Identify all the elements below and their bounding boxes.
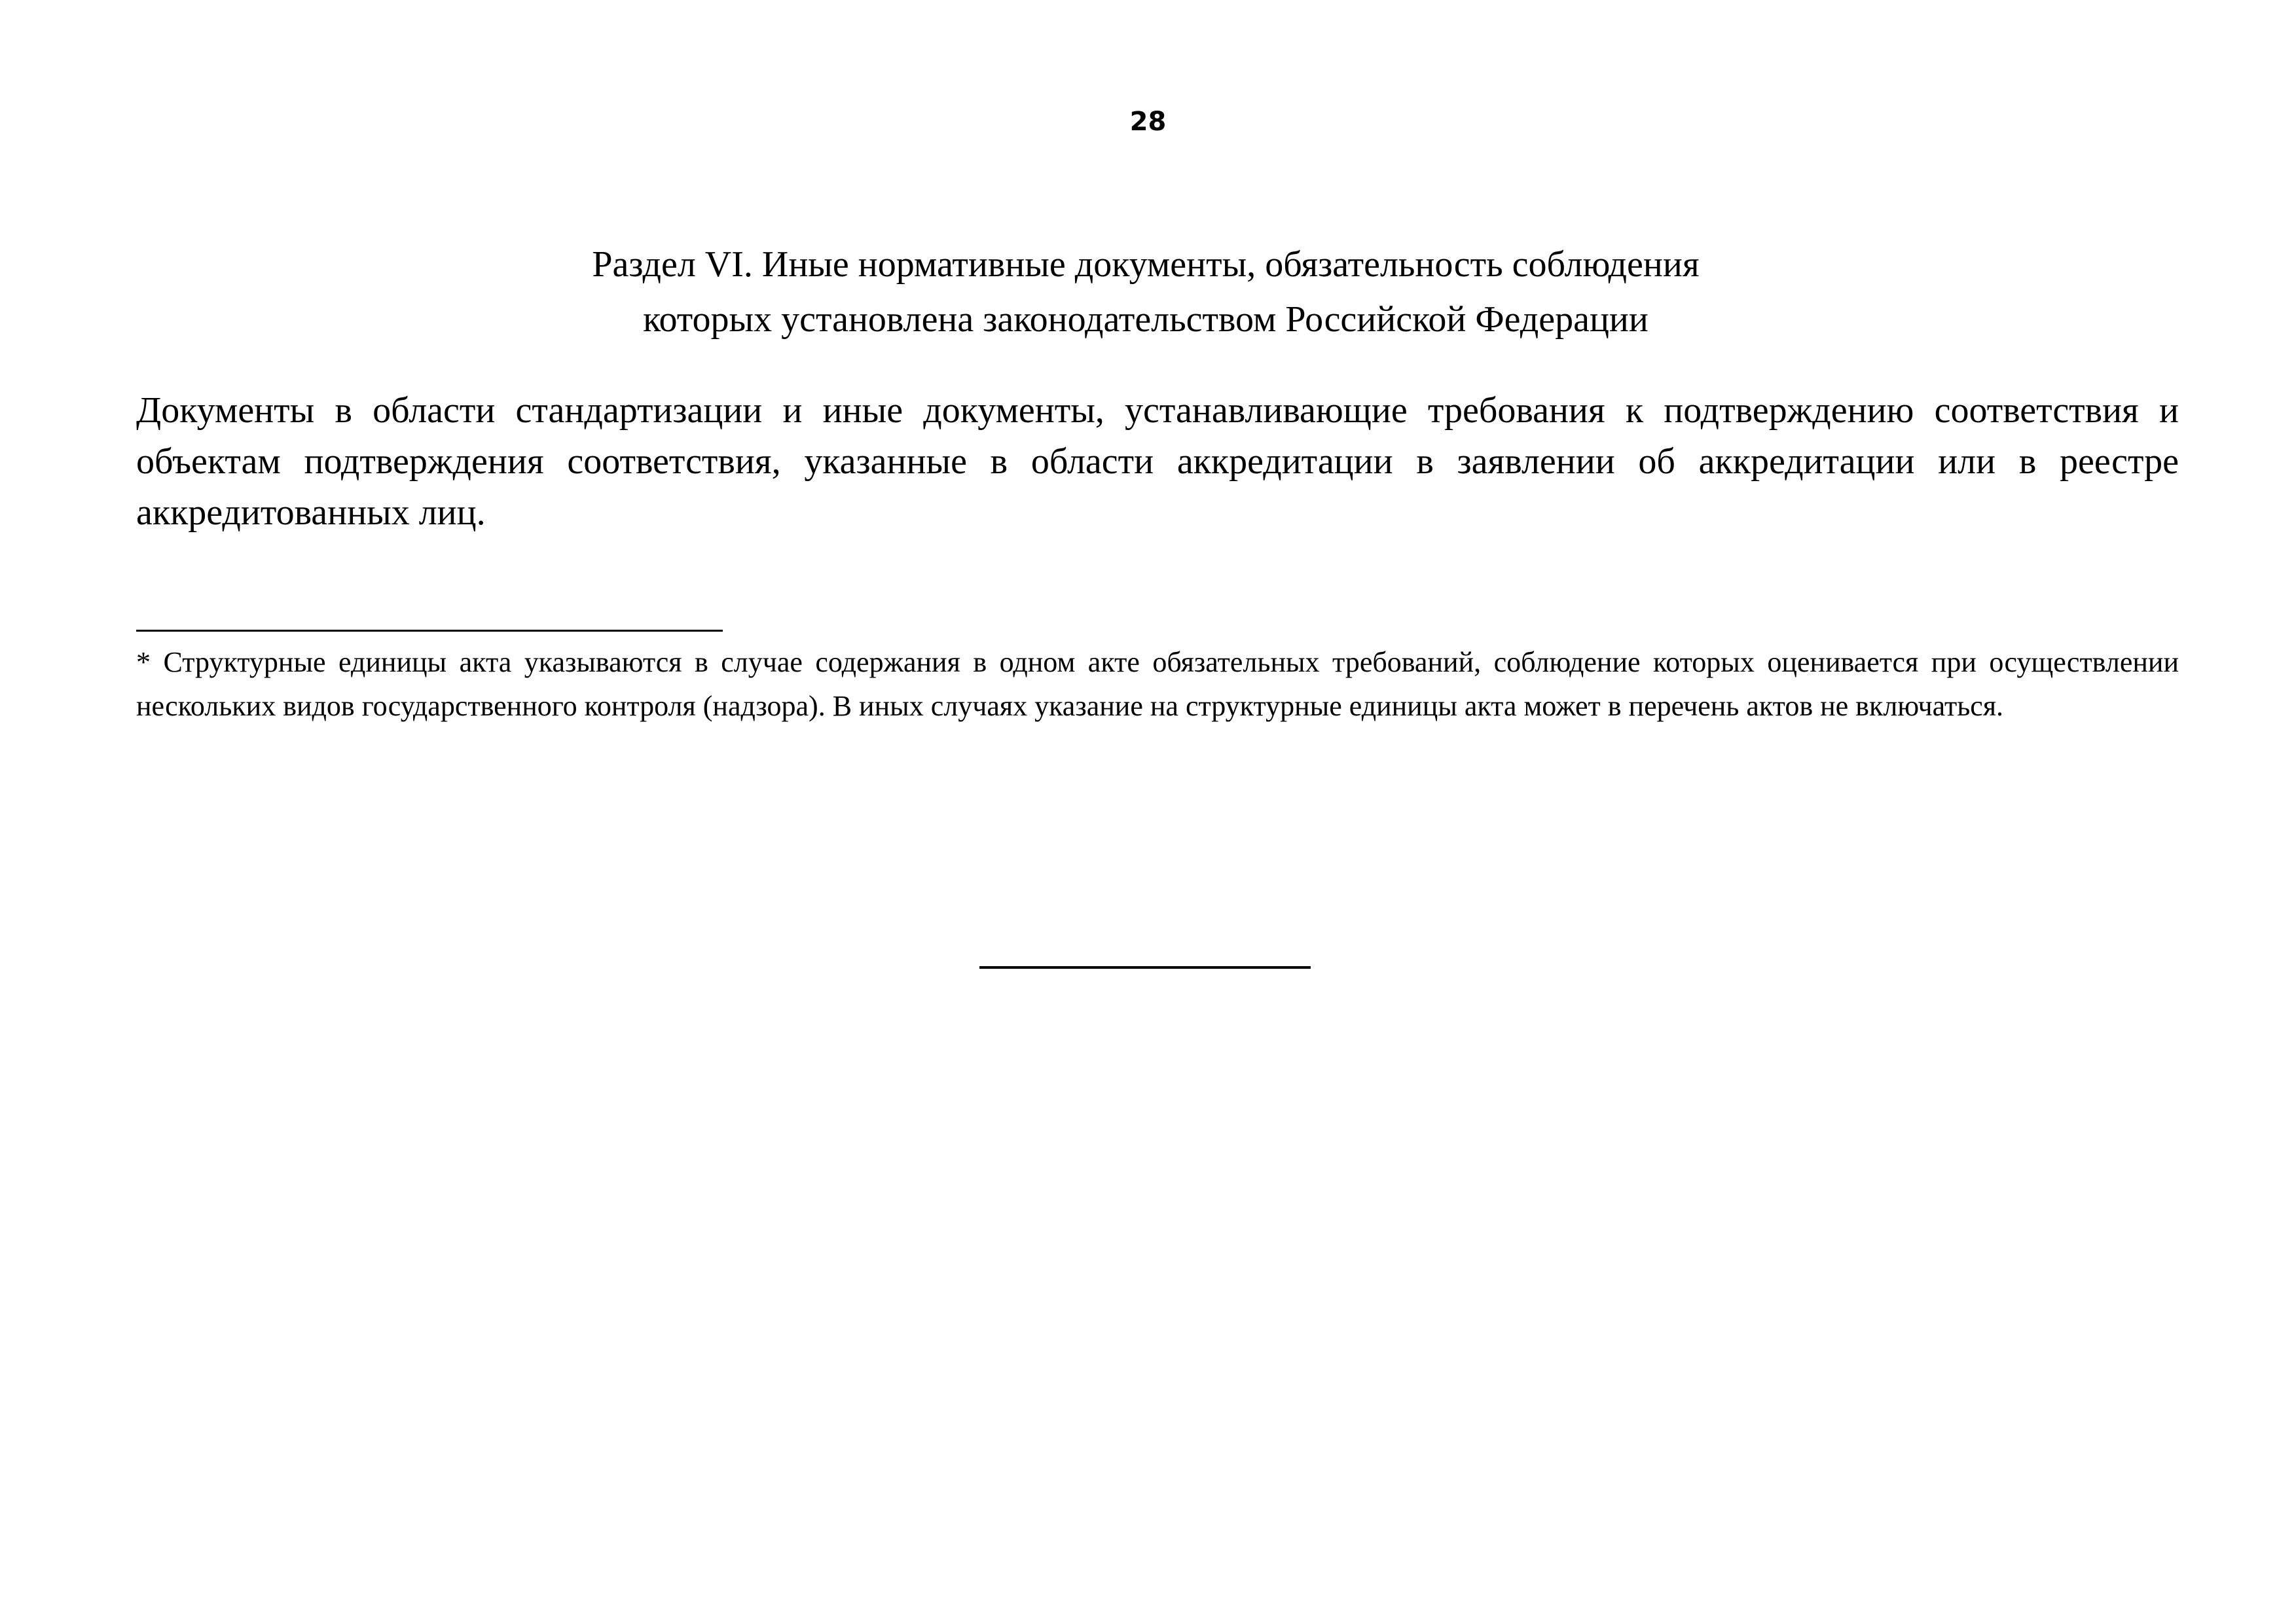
body-paragraph: Документы в области стандартизации и иные документы, устанавливающие требования к подтверждению соответствия и объектам подтверждения соответствия, указанные в области аккредитации в заявлении об аккредитации или в реестре аккредитованных лиц. — [136, 390, 2179, 533]
footnote-text: * Структурные единицы акта указываются в случае содержания в одном акте обязательных требований, соблюдение которых оценивается при осуществлении нескольких видов государственного контроля (надзора). В иных случаях указание на структурные единицы акта может в перечень актов не включаться. — [136, 646, 2179, 722]
section-title-line-1: Раздел VI. Иные нормативные документы, обязательность соблюдения — [592, 244, 1700, 285]
section-title-line-2: которых установлена законодательством Российской Федерации — [643, 299, 1649, 340]
end-of-document-rule — [979, 966, 1311, 969]
section-title — [262, 237, 2030, 347]
page-number: 28 — [1129, 107, 1167, 137]
footnote-separator — [136, 630, 723, 632]
